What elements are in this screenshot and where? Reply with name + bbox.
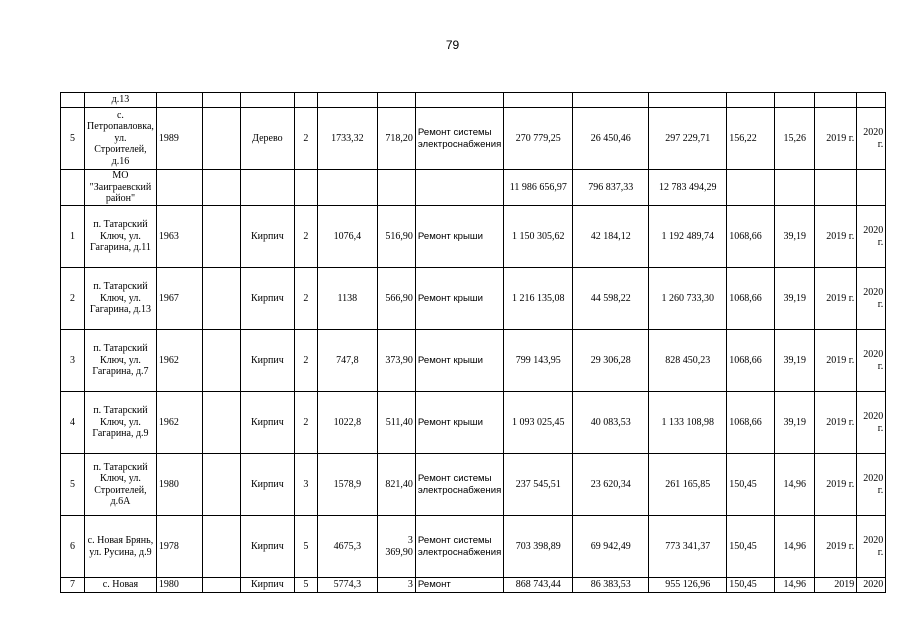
unit-cost-extra-cell: 14,96 [775,578,815,593]
address-cell: п. Татарский Ключ, ул. Гагарина, д.11 [85,206,157,268]
unit-cost-cell: 1068,66 [727,206,775,268]
living-area-cell: 3 369,90 [377,516,415,578]
empty-cell [202,578,240,593]
work-type-cell [415,170,503,206]
total-area-cell: 1733,32 [317,108,377,170]
table-row [61,206,886,268]
cost-total-cell: 12 783 494,29 [649,170,727,206]
work-type-cell: Ремонт [415,578,503,593]
empty-cell [202,330,240,392]
cost-total-cell: 1 260 733,30 [649,268,727,330]
total-area-cell: 747,8 [317,330,377,392]
cost-extra-cell: 796 837,33 [573,170,649,206]
living-area-cell [377,93,415,108]
cost-extra-cell: 40 083,53 [573,392,649,454]
empty-cell [202,516,240,578]
total-area-cell: 5774,3 [317,578,377,593]
cost-extra-cell: 69 942,49 [573,516,649,578]
address-cell: с. Петропавловка, ул. Строителей, д.16 [85,108,157,170]
unit-cost-cell [727,170,775,206]
table-row [61,516,886,578]
wall-material-cell: Кирпич [240,206,294,268]
cost-extra-cell: 86 383,53 [573,578,649,593]
unit-cost-extra-cell: 39,19 [775,268,815,330]
empty-cell [202,268,240,330]
row-number: 7 [61,578,85,593]
address-cell: п. Татарский Ключ, ул. Гагарина, д.9 [85,392,157,454]
cost-main-cell: 1 093 025,45 [504,392,573,454]
unit-cost-cell: 150,45 [727,516,775,578]
total-area-cell: 1022,8 [317,392,377,454]
total-area-cell [317,170,377,206]
living-area-cell: 718,20 [377,108,415,170]
table-row [61,93,886,108]
end-year-cell [857,170,886,206]
cost-main-cell: 11 986 656,97 [504,170,573,206]
start-year-cell: 2019 г. [815,454,857,516]
address-cell: МО "Заиграевский район" [85,170,157,206]
total-area-cell: 1076,4 [317,206,377,268]
repair-schedule-table [60,92,886,593]
cost-total-cell: 828 450,23 [649,330,727,392]
cost-extra-cell: 23 620,34 [573,454,649,516]
empty-cell [202,170,240,206]
unit-cost-extra-cell: 39,19 [775,330,815,392]
address-cell: с. Новая Брянь, ул. Русина, д.9 [85,516,157,578]
cost-main-cell: 799 143,95 [504,330,573,392]
year-built-cell: 1962 [156,392,202,454]
start-year-cell: 2019 [815,578,857,593]
floors-cell: 5 [294,578,317,593]
cost-main-cell: 237 545,51 [504,454,573,516]
cost-total-cell: 297 229,71 [649,108,727,170]
year-built-cell [156,170,202,206]
table-row [61,392,886,454]
unit-cost-cell: 1068,66 [727,392,775,454]
unit-cost-cell: 156,22 [727,108,775,170]
cost-extra-cell: 44 598,22 [573,268,649,330]
row-number: 5 [61,454,85,516]
wall-material-cell: Кирпич [240,330,294,392]
row-number: 2 [61,268,85,330]
cost-total-cell: 955 126,96 [649,578,727,593]
cost-extra-cell: 29 306,28 [573,330,649,392]
empty-cell [202,454,240,516]
end-year-cell [857,93,886,108]
start-year-cell: 2019 г. [815,516,857,578]
end-year-cell: 2020 [857,578,886,593]
floors-cell: 2 [294,268,317,330]
cost-main-cell [504,93,573,108]
address-cell: п. Татарский Ключ, ул. Гагарина, д.13 [85,268,157,330]
floors-cell [294,170,317,206]
start-year-cell: 2019 г. [815,330,857,392]
start-year-cell: 2019 г. [815,268,857,330]
address-cell: д.13 [85,93,157,108]
living-area-cell: 3 [377,578,415,593]
living-area-cell: 511,40 [377,392,415,454]
row-number [61,93,85,108]
living-area-cell: 373,90 [377,330,415,392]
unit-cost-extra-cell [775,170,815,206]
empty-cell [202,206,240,268]
year-built-cell [156,93,202,108]
cost-main-cell: 1 216 135,08 [504,268,573,330]
unit-cost-cell [727,93,775,108]
wall-material-cell [240,93,294,108]
wall-material-cell: Кирпич [240,392,294,454]
unit-cost-extra-cell: 39,19 [775,206,815,268]
cost-total-cell: 1 192 489,74 [649,206,727,268]
row-number: 5 [61,108,85,170]
total-area-cell [317,93,377,108]
row-number: 1 [61,206,85,268]
living-area-cell [377,170,415,206]
end-year-cell: 2020 г. [857,268,886,330]
end-year-cell: 2020 г. [857,392,886,454]
row-number: 4 [61,392,85,454]
work-type-cell: Ремонт крыши [415,268,503,330]
start-year-cell: 2019 г. [815,206,857,268]
work-type-cell: Ремонт крыши [415,206,503,268]
cost-extra-cell: 42 184,12 [573,206,649,268]
end-year-cell: 2020 г. [857,108,886,170]
row-number: 6 [61,516,85,578]
floors-cell: 2 [294,108,317,170]
cost-extra-cell [573,93,649,108]
table-row [61,108,886,170]
cost-total-cell: 1 133 108,98 [649,392,727,454]
empty-cell [202,392,240,454]
unit-cost-cell: 1068,66 [727,330,775,392]
work-type-cell: Ремонт системы электроснабжения [415,454,503,516]
table-row [61,170,886,206]
wall-material-cell: Кирпич [240,268,294,330]
start-year-cell: 2019 г. [815,108,857,170]
end-year-cell: 2020 г. [857,454,886,516]
row-number: 3 [61,330,85,392]
empty-cell [202,108,240,170]
end-year-cell: 2020 г. [857,206,886,268]
start-year-cell [815,93,857,108]
cost-total-cell [649,93,727,108]
unit-cost-extra-cell: 39,19 [775,392,815,454]
work-type-cell [415,93,503,108]
floors-cell [294,93,317,108]
wall-material-cell [240,170,294,206]
address-cell: с. Новая [85,578,157,593]
table-row [61,268,886,330]
start-year-cell: 2019 г. [815,392,857,454]
unit-cost-cell: 150,45 [727,454,775,516]
wall-material-cell: Кирпич [240,516,294,578]
page-number: 79 [445,38,460,52]
floors-cell: 2 [294,330,317,392]
address-cell: п. Татарский Ключ, ул. Строителей, д.6А [85,454,157,516]
floors-cell: 2 [294,392,317,454]
work-type-cell: Ремонт крыши [415,330,503,392]
work-type-cell: Ремонт системы электроснабжения [415,108,503,170]
total-area-cell: 1138 [317,268,377,330]
table-row [61,330,886,392]
start-year-cell [815,170,857,206]
unit-cost-cell: 1068,66 [727,268,775,330]
total-area-cell: 4675,3 [317,516,377,578]
empty-cell [202,93,240,108]
unit-cost-cell: 150,45 [727,578,775,593]
end-year-cell: 2020 г. [857,516,886,578]
living-area-cell: 566,90 [377,268,415,330]
floors-cell: 5 [294,516,317,578]
year-built-cell: 1962 [156,330,202,392]
year-built-cell: 1978 [156,516,202,578]
cost-extra-cell: 26 450,46 [573,108,649,170]
year-built-cell: 1989 [156,108,202,170]
wall-material-cell: Кирпич [240,454,294,516]
cost-total-cell: 773 341,37 [649,516,727,578]
wall-material-cell: Кирпич [240,578,294,593]
table-row [61,454,886,516]
year-built-cell: 1967 [156,268,202,330]
total-area-cell: 1578,9 [317,454,377,516]
cost-main-cell: 868 743,44 [504,578,573,593]
floors-cell: 2 [294,206,317,268]
year-built-cell: 1980 [156,454,202,516]
living-area-cell: 516,90 [377,206,415,268]
unit-cost-extra-cell: 14,96 [775,454,815,516]
unit-cost-extra-cell: 15,26 [775,108,815,170]
cost-main-cell: 270 779,25 [504,108,573,170]
cost-total-cell: 261 165,85 [649,454,727,516]
unit-cost-extra-cell: 14,96 [775,516,815,578]
work-type-cell: Ремонт системы электроснабжения [415,516,503,578]
unit-cost-extra-cell [775,93,815,108]
cost-main-cell: 703 398,89 [504,516,573,578]
address-cell: п. Татарский Ключ, ул. Гагарина, д.7 [85,330,157,392]
row-number [61,170,85,206]
wall-material-cell: Дерево [240,108,294,170]
living-area-cell: 821,40 [377,454,415,516]
cost-main-cell: 1 150 305,62 [504,206,573,268]
work-type-cell: Ремонт крыши [415,392,503,454]
table-row [61,578,886,593]
year-built-cell: 1980 [156,578,202,593]
floors-cell: 3 [294,454,317,516]
year-built-cell: 1963 [156,206,202,268]
end-year-cell: 2020 г. [857,330,886,392]
